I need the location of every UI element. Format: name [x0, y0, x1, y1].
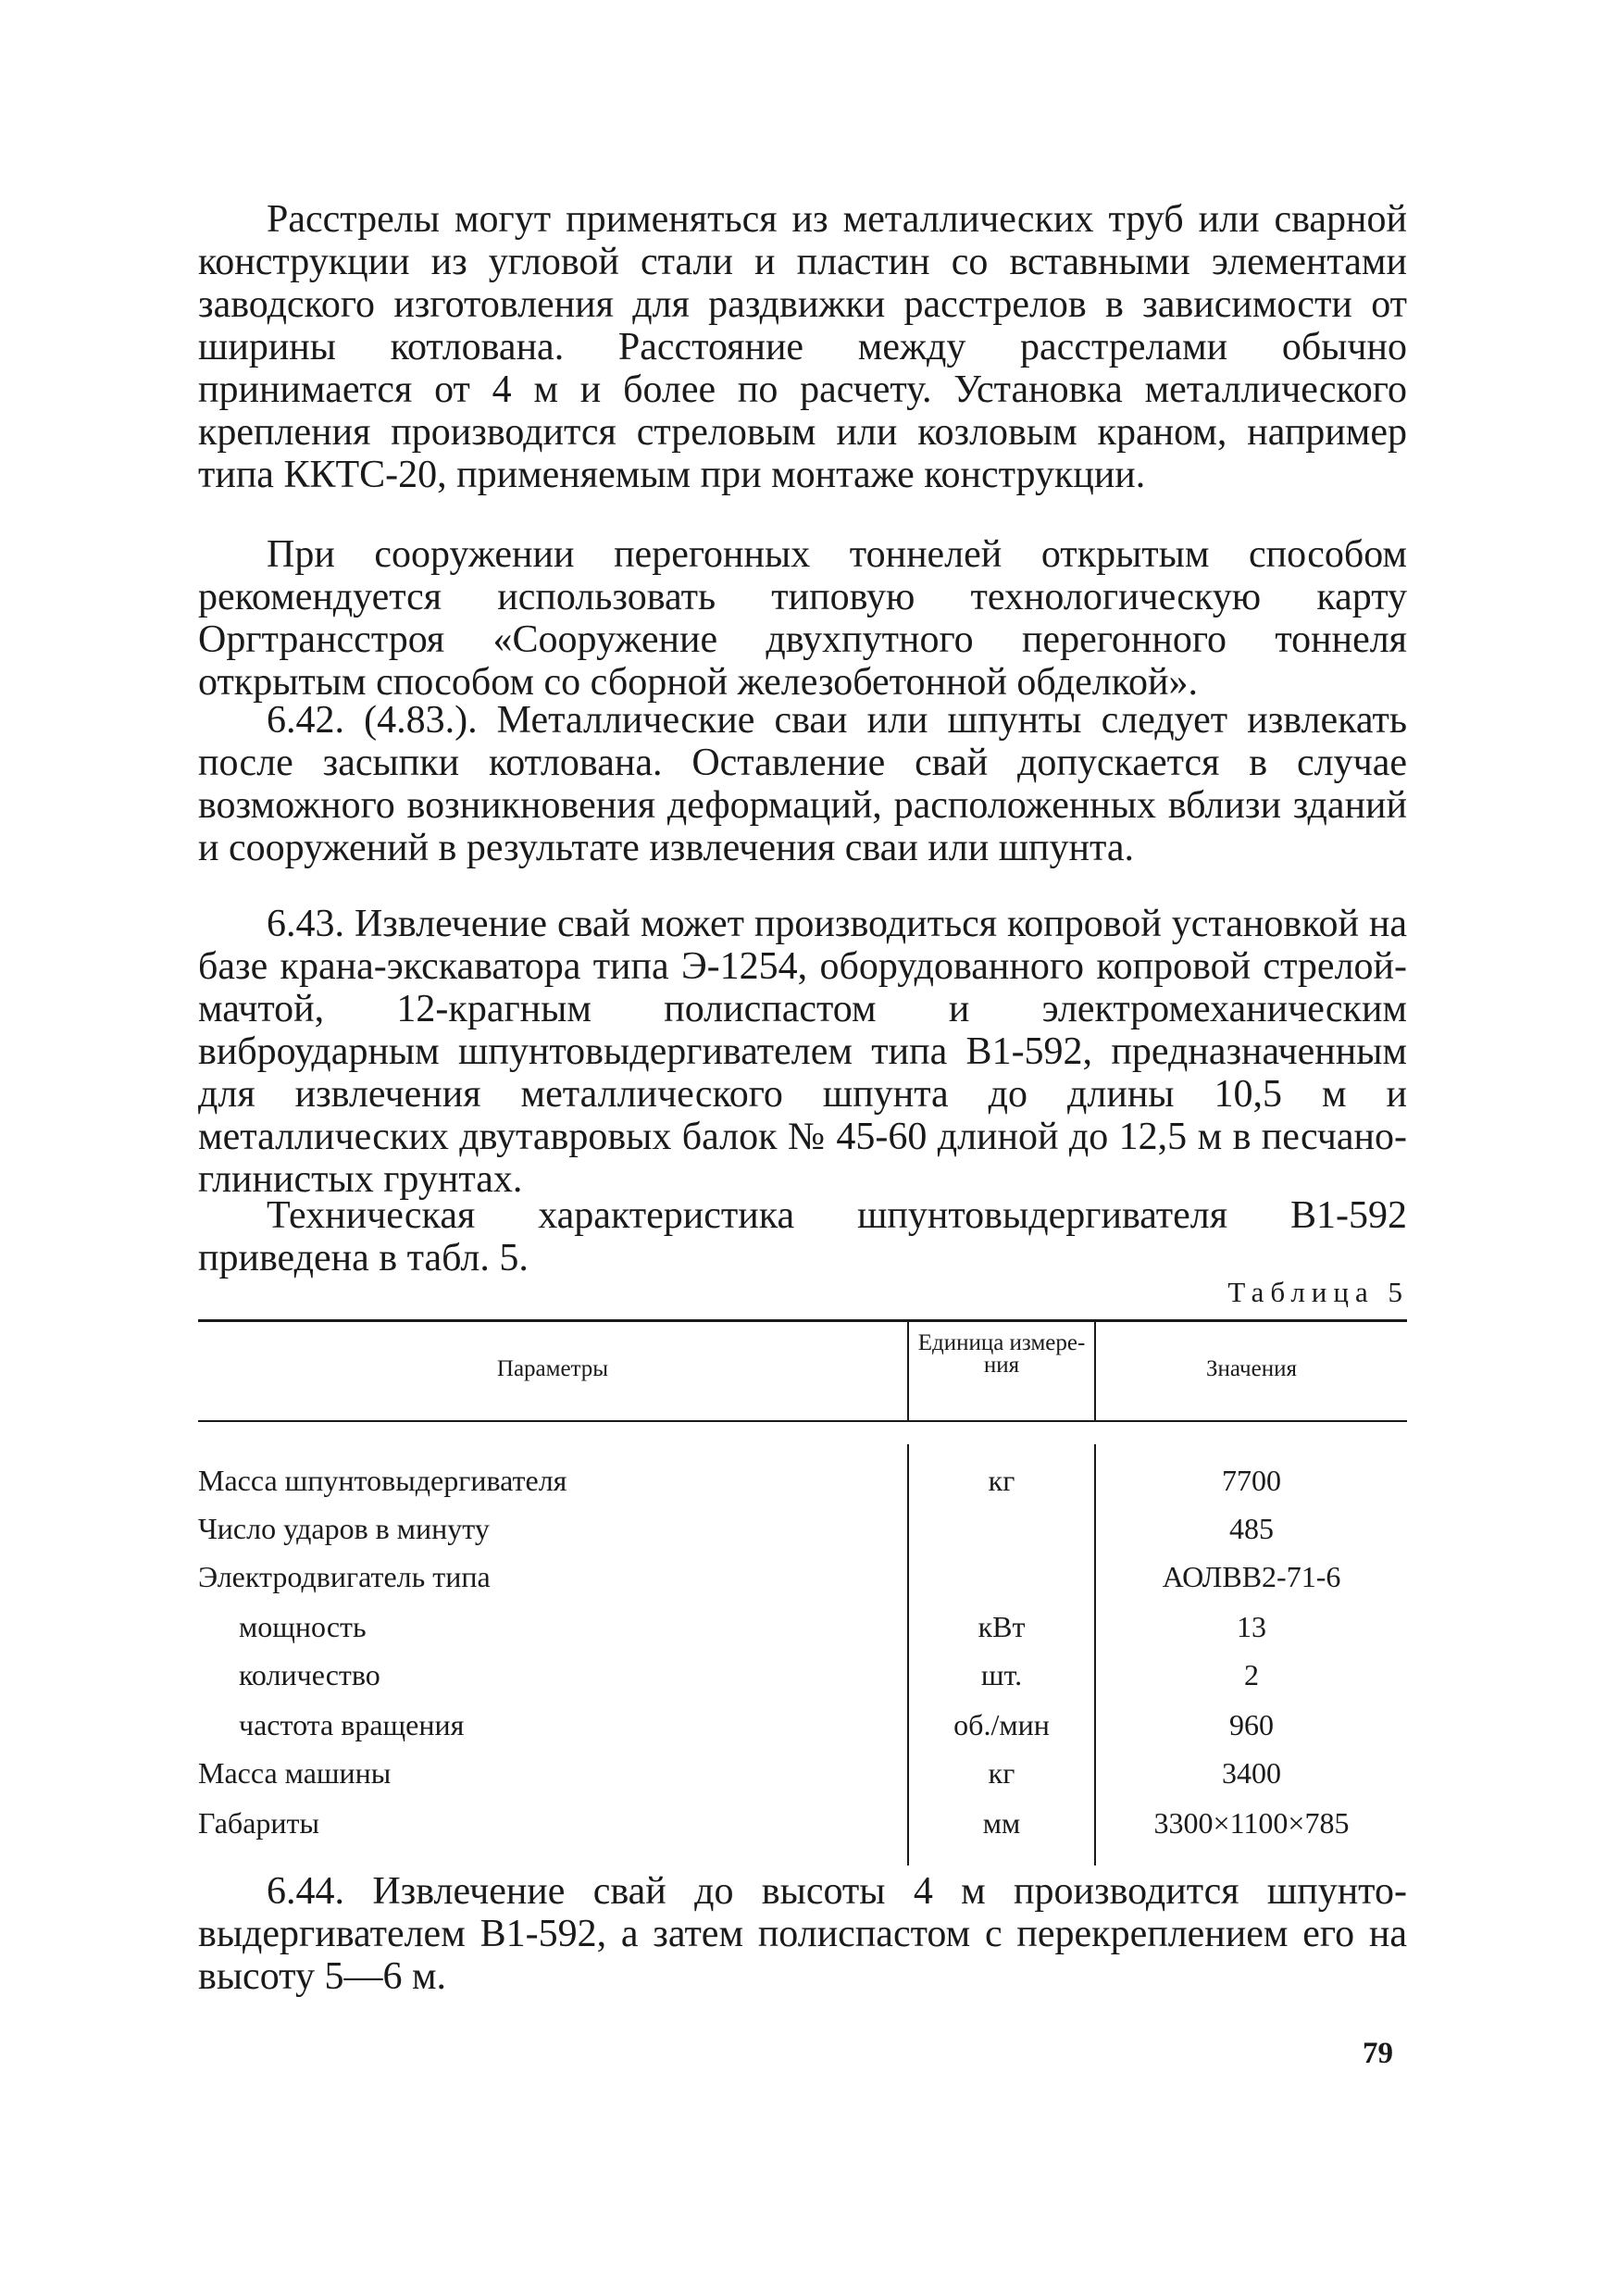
table-row	[198, 1799, 1407, 1847]
paragraph-6-44	[198, 1870, 1407, 1998]
paragraph-text: 6.44. Извлечение свай до высоты 4 м производится шпунтовыдергивателем В1-592, а затем полиспастом с перекреплением его на высоту 5—6 м.	[198, 1870, 1407, 1998]
row-unit: кг	[988, 1756, 1015, 1790]
row-unit: кВт	[978, 1610, 1026, 1643]
table-row	[198, 1749, 1407, 1797]
row-unit: мм	[982, 1806, 1021, 1840]
row-parameter: количество	[239, 1658, 380, 1691]
row-value: 3400	[1222, 1756, 1281, 1790]
table-header-rule	[198, 1420, 1407, 1422]
table-row	[198, 1701, 1407, 1749]
row-parameter: Электродвигатель типа	[198, 1560, 491, 1593]
paragraph-tunnels	[198, 533, 1407, 704]
page-number: 79	[1363, 2037, 1393, 2070]
table-row	[198, 1504, 1407, 1553]
row-parameter: Масса шпунтовыдергивателя	[198, 1464, 567, 1497]
row-value: 2	[1244, 1658, 1259, 1691]
row-value: 485	[1229, 1512, 1274, 1545]
table-caption: Таблица 5	[1227, 1276, 1409, 1308]
table-top-rule	[198, 1319, 1407, 1322]
row-unit: об./мин	[953, 1708, 1050, 1741]
paragraph-text: 6.43. Извлечение свай может производиться копровой установкой на базе крана-экскаватора типа Э-1254, оборудованного копровой стрелой-мачтой, 12-крагным полиспастом и электромеханическим виброударным шпунтовыдергивателем типа В1-592, предназначенным для извлечения металлического шпунта до длины 10,5 м и металлических двутавровых балок № 45-60 длиной до 12,5 м в песчано-глинистых грунтах.	[198, 903, 1407, 1201]
row-unit: кг	[988, 1464, 1015, 1497]
paragraph-tech-spec	[198, 1194, 1407, 1279]
paragraph-6-42	[198, 699, 1407, 869]
row-value: 960	[1229, 1708, 1274, 1741]
row-value: АОЛВВ2-71-6	[1162, 1560, 1341, 1593]
table-row	[198, 1603, 1407, 1651]
row-parameter: Габариты	[198, 1806, 319, 1840]
header-unit: Единица измерения	[917, 1330, 1086, 1378]
paragraph-text: При сооружении перегонных тоннелей открытым способом рекомендуется использовать типовую технологическую карту Оргтрансстроя «Сооружение двухпутного перегонного тоннеля открытым способом со сборной железобетонной обделкой».	[198, 533, 1407, 704]
spec-table	[198, 1319, 1407, 1875]
row-value: 3300×1100×785	[1153, 1806, 1350, 1840]
paragraph-text: Техническая характеристика шпунтовыдергивателя В1-592 приведена в табл. 5.	[198, 1194, 1407, 1279]
header-parameters: Параметры	[496, 1356, 609, 1381]
paragraph-struts	[198, 198, 1407, 496]
header-values: Значения	[1206, 1356, 1297, 1381]
row-parameter: Масса машины	[198, 1756, 392, 1790]
row-parameter: Число ударов в минуту	[198, 1512, 490, 1545]
row-value: 7700	[1222, 1464, 1281, 1497]
paragraph-text: Расстрелы могут применяться из металлических труб или сварной конструкции из угловой стали и пластин со вставными элементами заводского изготовления для раздвижки расстрелов в зависимости от ширины котлована. Расстояние между расстрелами обычно принимается от 4 м и более по расчету. Установка металлического крепления производится стреловым или козловым краном, например типа ККТС-20, применяемым при монтаже конструкции.	[198, 198, 1407, 496]
table-row	[198, 1456, 1407, 1504]
paragraph-6-43	[198, 903, 1407, 1201]
row-unit: шт.	[980, 1658, 1023, 1691]
table-row	[198, 1553, 1407, 1601]
row-parameter: мощность	[239, 1610, 367, 1643]
row-value: 13	[1237, 1610, 1266, 1643]
paragraph-text: 6.42. (4.83.). Металлические сваи или шпунты следует извлекать после засыпки котлована. Оставление свай допускается в случае возможного возникновения деформаций, расположенных вблизи зданий и сооружений в результате извлечения сваи или шпунта.	[198, 699, 1407, 869]
table-row	[198, 1651, 1407, 1699]
row-parameter: частота вращения	[239, 1708, 465, 1741]
